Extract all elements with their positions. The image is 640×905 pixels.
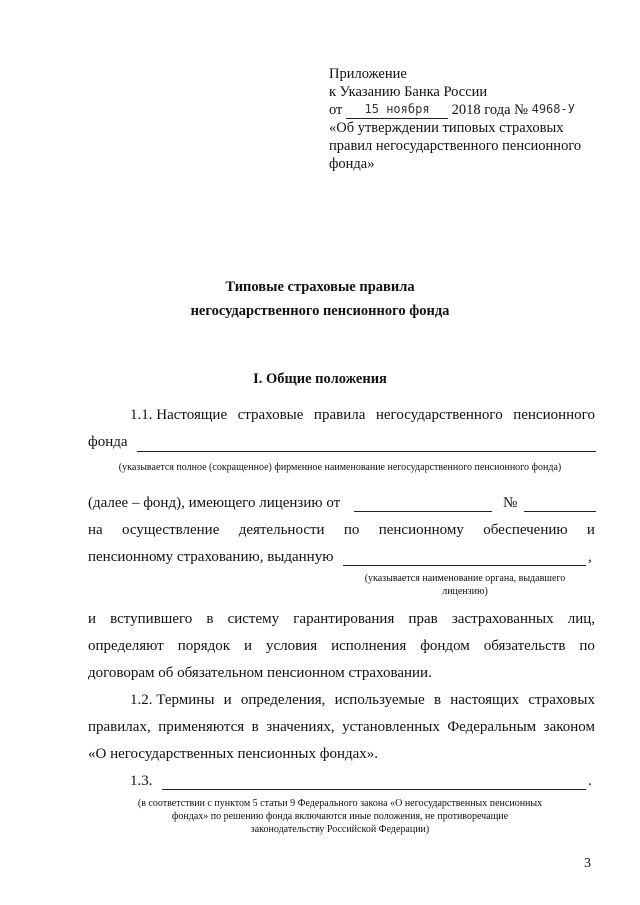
directive-date-line <box>329 102 575 119</box>
directive-title-line1: «Об утверждении типовых страховых <box>329 120 564 136</box>
page-number: 3 <box>584 856 591 871</box>
p11-line1: 1.1. Настоящие страховые правила негосударственного пенсионного <box>130 407 595 423</box>
document-title-line2: негосударственного пенсионного фонда <box>190 303 450 319</box>
note-issuing-body-2: лицензию) <box>442 586 488 597</box>
date-prefix: от <box>329 102 343 118</box>
note-p13-line3: законодательству Российской Федерации) <box>250 824 430 835</box>
year-number-text: 2018 года № <box>451 102 528 118</box>
p11-line8: договорам об обязательном пенсионном страховании. <box>88 665 432 681</box>
issuing-body-blank <box>343 565 586 566</box>
bank-directive-line: к Указанию Банка России <box>329 84 488 100</box>
note-fund-name: (указывается полное (сокращенное) фирменное наименование негосударственного пенсионного фонда) <box>118 462 562 473</box>
appendix-label: Приложение <box>329 66 407 82</box>
p12-line3: «О негосударственных пенсионных фондах». <box>88 746 379 762</box>
directive-number-handwritten: 4968-У <box>531 102 575 116</box>
p11-line4: на осуществление деятельности по пенсионному обеспечению и <box>88 522 595 538</box>
note-p13-line1: (в соответствии с пунктом 5 статьи 9 Федерального закона «О негосударственных пенсионных <box>137 798 543 809</box>
license-number-blank <box>524 511 596 512</box>
license-date-blank <box>354 511 492 512</box>
p11-fund-label: фонда <box>88 434 128 450</box>
p12-line1: 1.2. Термины и определения, используемые в настоящих страховых <box>130 692 595 708</box>
document-title-line1: Типовые страховые правила <box>225 279 415 295</box>
license-number-sign: № <box>503 495 518 511</box>
p13-period: . <box>588 773 592 789</box>
note-issuing-body-1: (указывается наименование органа, выдавшего <box>364 573 566 584</box>
p12-line2: правилах, применяются в значениях, установленных Федеральным законом <box>88 719 595 735</box>
directive-title-line2: правил негосударственного пенсионного <box>329 138 582 154</box>
section-heading: I. Общие положения <box>253 371 387 387</box>
p13-label: 1.3. <box>130 773 153 789</box>
date-handwritten: 15 ноября <box>346 102 448 119</box>
p13-blank <box>162 789 586 790</box>
p11-license-text: (далее – фонд), имеющего лицензию от <box>88 495 341 511</box>
directive-title-line3: фонда» <box>329 156 375 172</box>
fund-name-blank <box>137 451 596 452</box>
p11-comma: , <box>588 549 592 565</box>
p11-line6: и вступившего в систему гарантирования прав застрахованных лиц, <box>88 611 595 627</box>
p11-issued-text: пенсионному страхованию, выданную <box>88 549 334 565</box>
p11-line7: определяют порядок и условия исполнения фондом обязательств по <box>88 638 595 654</box>
note-p13-line2: фондах» по решению фонда включаются иные положения, не противоречащие <box>171 811 509 822</box>
